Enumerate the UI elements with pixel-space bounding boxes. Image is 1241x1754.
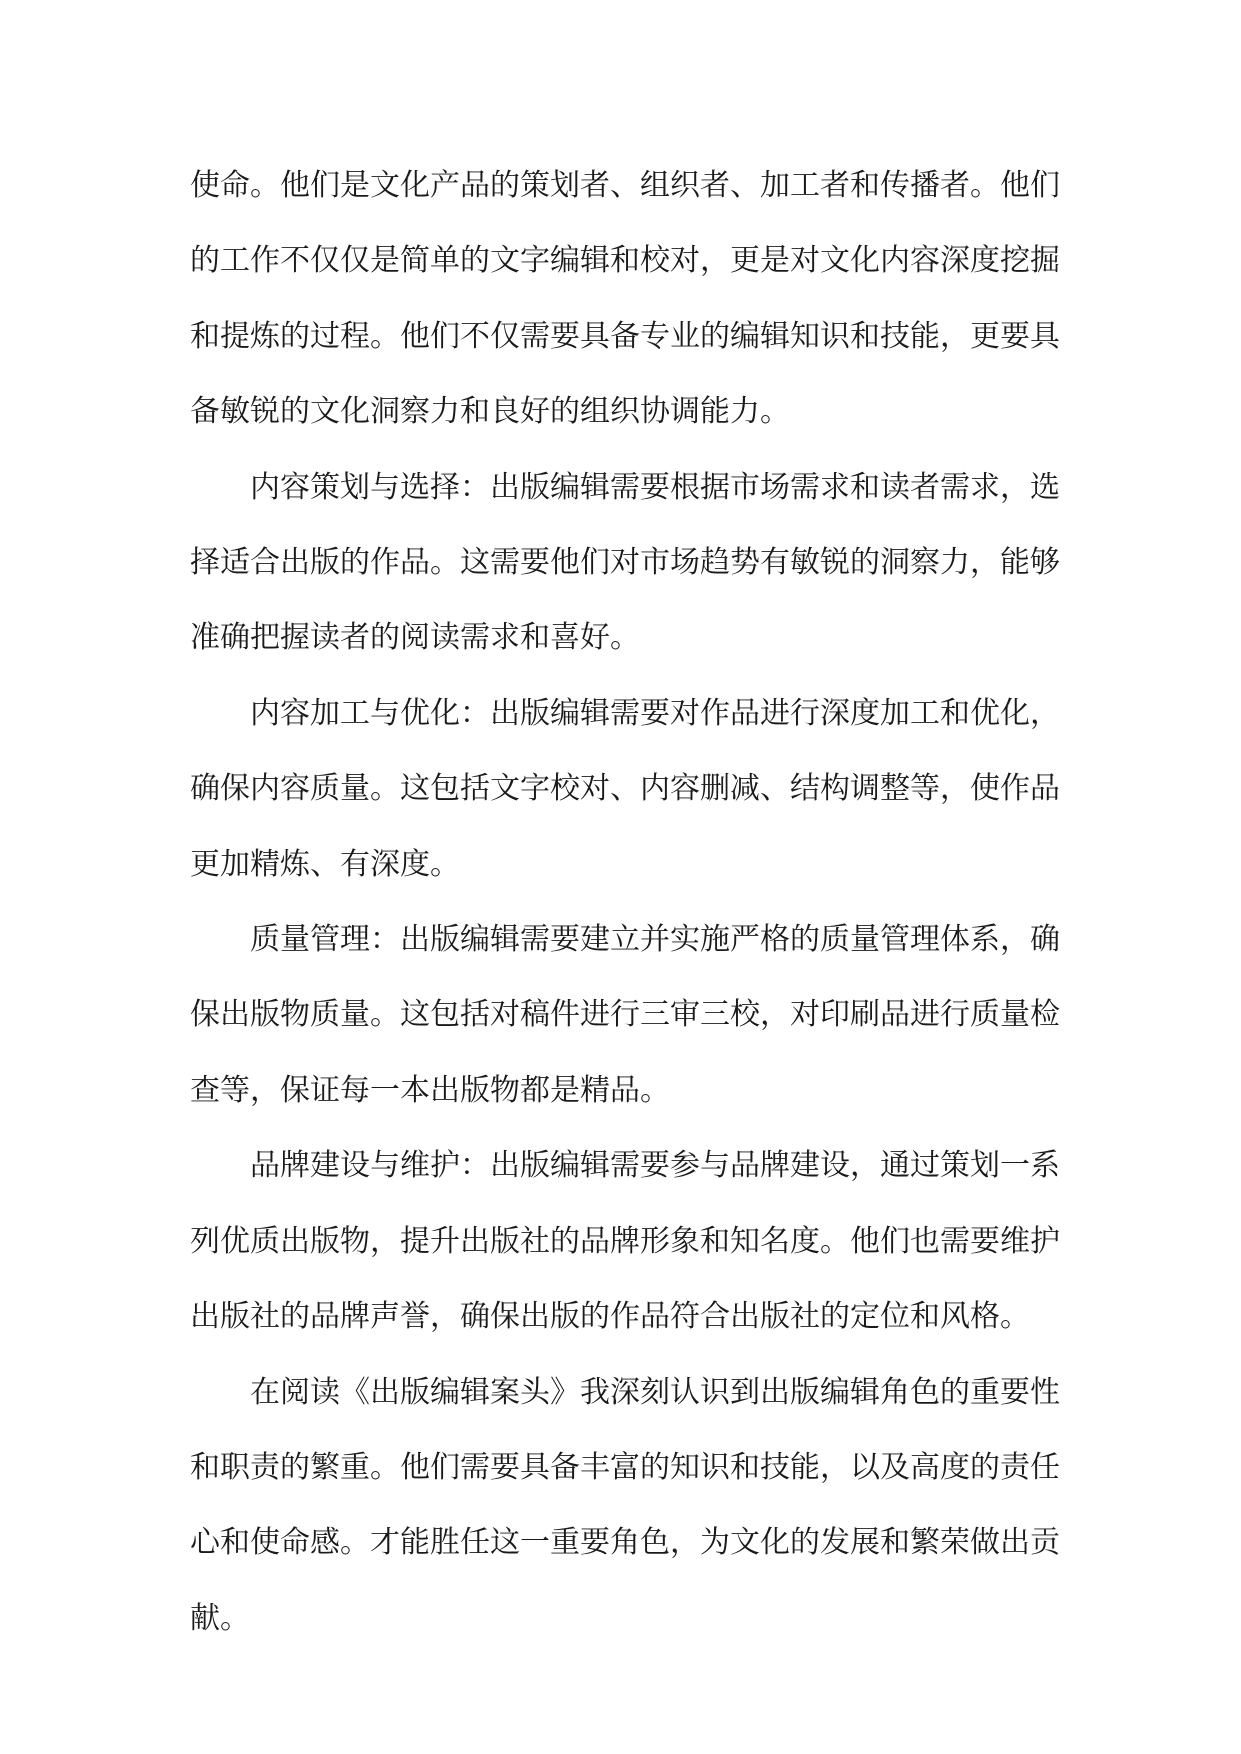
paragraph-brand-building: 品牌建设与维护：出版编辑需要参与品牌建设，通过策划一系列优质出版物，提升出版社的品牌形象和知名度。他们也需要维护出版社的品牌声誉，确保出版的作品符合出版社的定位和风格。 — [190, 1148, 1060, 1335]
paragraph-content-editing: 内容加工与优化：出版编辑需要对作品进行深度加工和优化，确保内容质量。这包括文字校对、内容删减、结构调整等，使作品更加精炼、有深度。 — [190, 695, 1060, 882]
paragraph-content-planning: 内容策划与选择：出版编辑需要根据市场需求和读者需求，选择适合出版的作品。这需要他们对市场趋势有敏锐的洞察力，能够准确把握读者的阅读需求和喜好。 — [190, 469, 1060, 656]
paragraph-continuation: 使命。他们是文化产品的策划者、组织者、加工者和传播者。他们的工作不仅仅是简单的文字编辑和校对，更是对文化内容深度挖掘和提炼的过程。他们不仅需要具备专业的编辑知识和技能，更要具备敏锐的文化洞察力和良好的组织协调能力。 — [190, 168, 1060, 430]
document-body — [190, 148, 1060, 1656]
paragraph-conclusion: 在阅读《出版编辑案头》我深刻认识到出版编辑角色的重要性和职责的繁重。他们需要具备丰富的知识和技能，以及高度的责任心和使命感。才能胜任这一重要角色，为文化的发展和繁荣做出贡献。 — [190, 1374, 1060, 1636]
paragraph-quality-management: 质量管理：出版编辑需要建立并实施严格的质量管理体系，确保出版物质量。这包括对稿件进行三审三校，对印刷品进行质量检查等，保证每一本出版物都是精品。 — [190, 922, 1060, 1108]
